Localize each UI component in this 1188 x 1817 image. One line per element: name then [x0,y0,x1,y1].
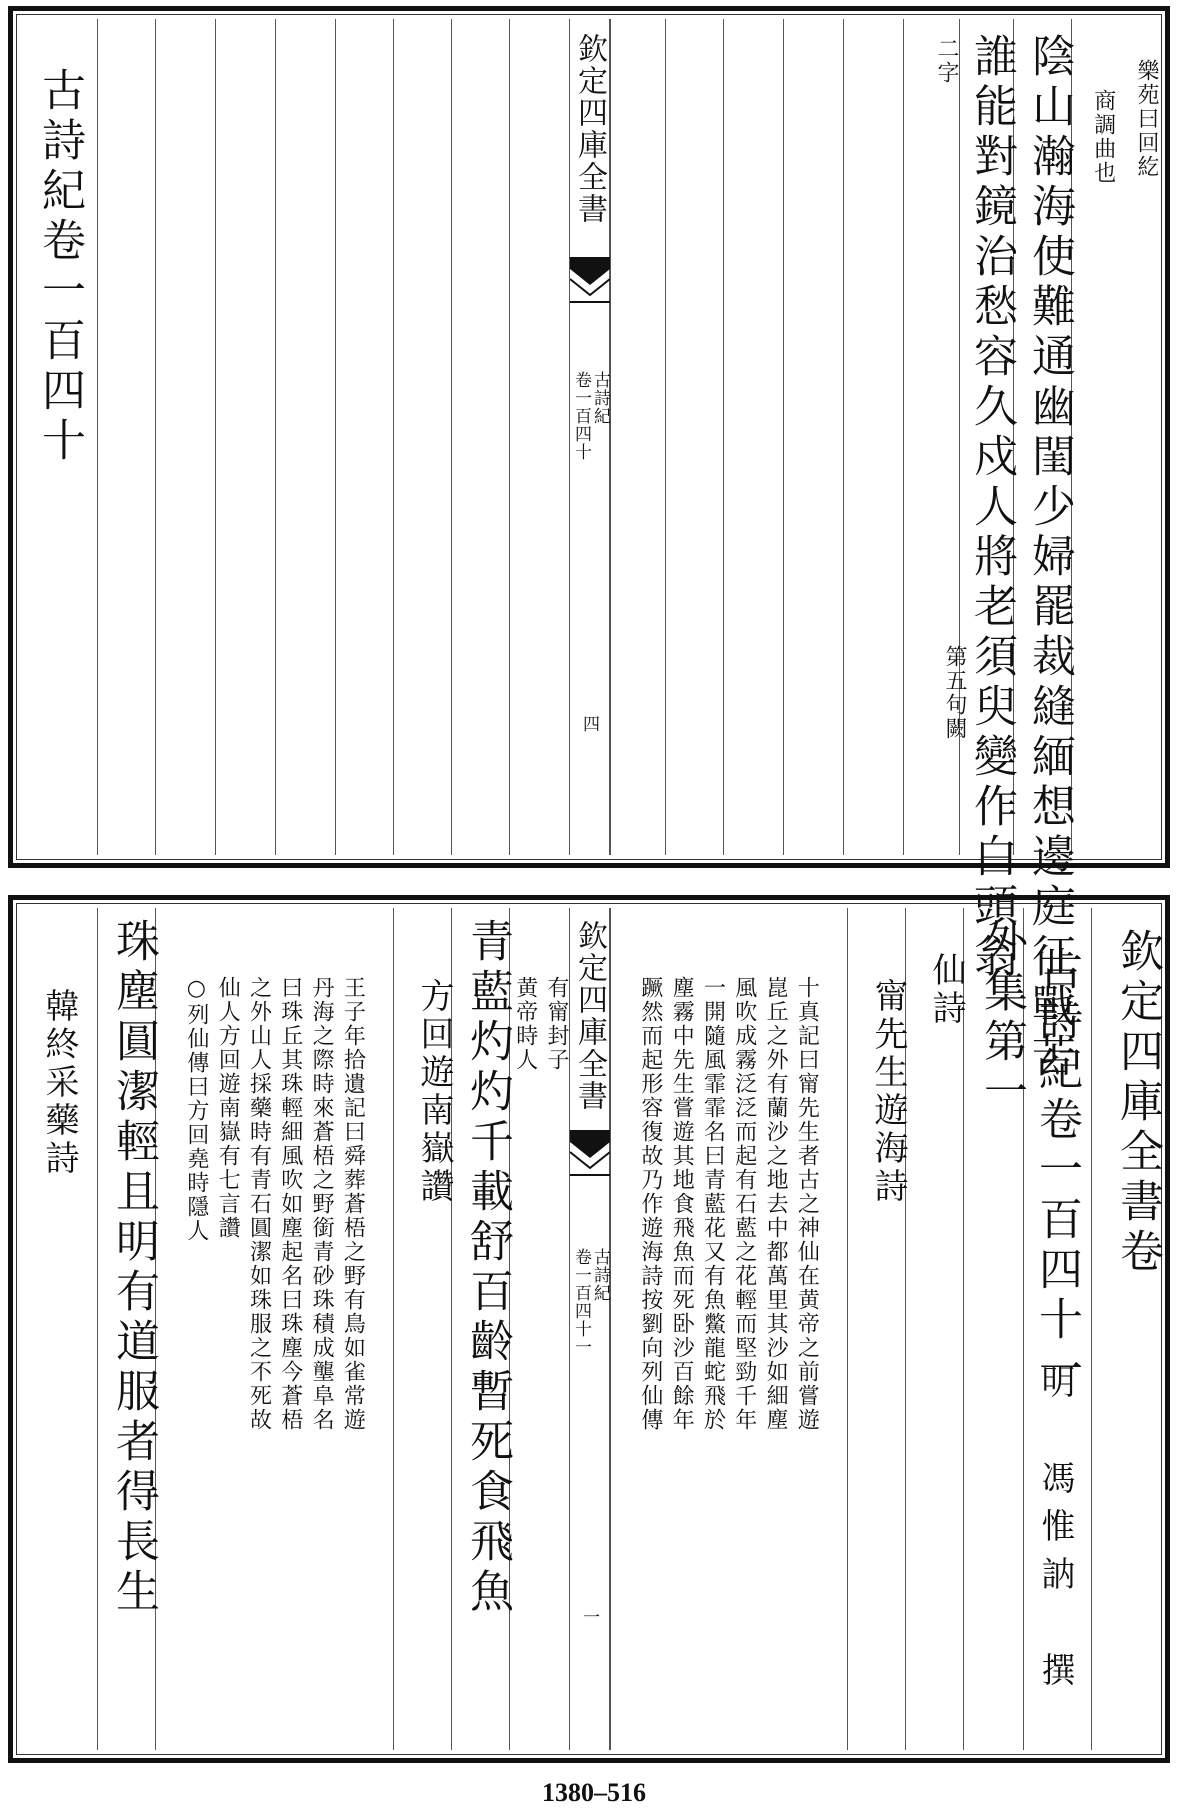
banner-page: 四 [579,715,599,733]
note-line: 蹶然而起形容復故乃作遊海詩按劉向列仙傳 [637,976,663,1432]
category-column [905,908,966,1750]
empty-column [509,19,570,855]
note-column [903,19,959,855]
empty-column [609,19,666,855]
poem3-title-column [21,908,97,1750]
title-author-column [1023,908,1092,1750]
poem2-text-column [97,908,159,1750]
note-line: 崑丘之外有蘭沙之地去中都萬里其沙如細塵 [763,976,789,1432]
banner-volume: 卷一百四十一 [571,1248,591,1356]
poem2-text: 珠塵圓潔輕且明有道服者得長生 [108,918,159,1618]
note-line: 丹海之際時來蒼梧之野銜青砂珠積成壟阜名 [309,976,335,1432]
empty-column [723,19,784,855]
poem-line-2: 誰能對鏡治愁容久戍人將老須臾變作白頭翁 [966,33,1017,983]
header-column [1091,908,1163,1750]
empty-column [215,19,276,855]
note-line: 一開隨風霏霏名曰青藍花又有魚鱉龍蛇飛於 [700,976,726,1432]
collection-title: 欽定四庫全書卷 [1112,928,1163,1278]
poem1-credit [509,908,569,1750]
note-line: ○列仙傳曰方回堯時隱人 [183,976,209,1243]
lacuna-note-cont: 二字 [934,37,959,85]
note-line: 十真記曰甯先生者古之神仙在黄帝之前嘗遊 [794,976,820,1432]
empty-column [275,19,336,855]
banner-title: 欽定四庫全書 [572,920,607,1112]
empty-column [97,19,156,855]
note-line: 曰珠丘其珠輕細風吹如塵起名曰珠塵今蒼梧 [277,976,303,1432]
poem-line-1: 陰山瀚海使難通幽閨少婦罷裁縫緬想邊庭征戰苦 [1024,33,1075,1083]
empty-column [665,19,724,855]
empty-column [393,19,452,855]
banner-volume: 卷一百四十 [571,371,591,461]
poem1-text-column [451,908,513,1750]
poem2-title: 方回遊南嶽讚 [414,978,454,1206]
note-line: 仙人方回遊南嶽有七言讚 [215,976,241,1240]
author: 明 馮惟訥 撰 [1035,1364,1075,1700]
banner-subtitle [572,371,608,461]
poem3-title: 韓終采藥詩 [39,988,79,1178]
volume-end-title: 古詩紀卷一百四十 [34,67,85,467]
banner-book: 古詩紀 [590,371,610,425]
poem2-notes [155,908,393,1750]
poem1-text: 青藍灼灼千載舒百齡暫死食飛魚 [462,918,513,1618]
note-line: 風吹成霧泛泛而起有石藍之花輕而堅勁千年 [731,976,757,1432]
note-line: 商調曲也 [1090,89,1116,185]
banner-column [569,908,611,1750]
note-line: 樂苑曰回紇 [1134,59,1159,179]
empty-column [155,19,216,855]
poem2-title-column [393,908,454,1750]
section-column [963,908,1027,1750]
note-line: 之外山人採藥時有青石圓潔如珠服之不死故 [246,976,272,1432]
fishtail-mark [570,1130,610,1176]
lacuna-note: 第五句闕 [942,645,967,741]
banner-page: 一 [579,1608,599,1626]
poem-title-column [847,908,908,1750]
note-line: 塵霧中先生嘗遊其地食飛魚而死卧沙百餘年 [669,976,695,1432]
fishtail-mark [570,257,610,303]
poem1-title: 甯先生遊海詩 [868,978,908,1206]
book-title: 古詩紀卷一百四十一 [1031,946,1082,1396]
note-column [1071,19,1159,855]
category-title: 仙詩 [926,952,966,1028]
banner-column [569,19,611,855]
credit-line: 黄帝時人 [512,976,538,1072]
poem-column [1013,19,1075,1083]
banner-book: 古詩紀 [590,1248,610,1302]
empty-column [451,19,510,855]
empty-column [335,19,394,855]
credit-line: 有甯封子 [544,976,569,1072]
poem1-notes [609,908,847,1750]
section-title: 外集第一 [976,918,1027,1118]
bottom-page [8,895,1170,1763]
note-line: 王子年拾遺記曰舜葬蒼梧之野有鳥如雀常遊 [340,976,366,1432]
banner-subtitle [572,1248,608,1356]
page-number: 1380–516 [542,1778,646,1807]
banner-title: 欽定四庫全書 [572,33,607,225]
empty-column [843,19,904,855]
volume-end-column [21,19,97,855]
empty-column [783,19,844,855]
